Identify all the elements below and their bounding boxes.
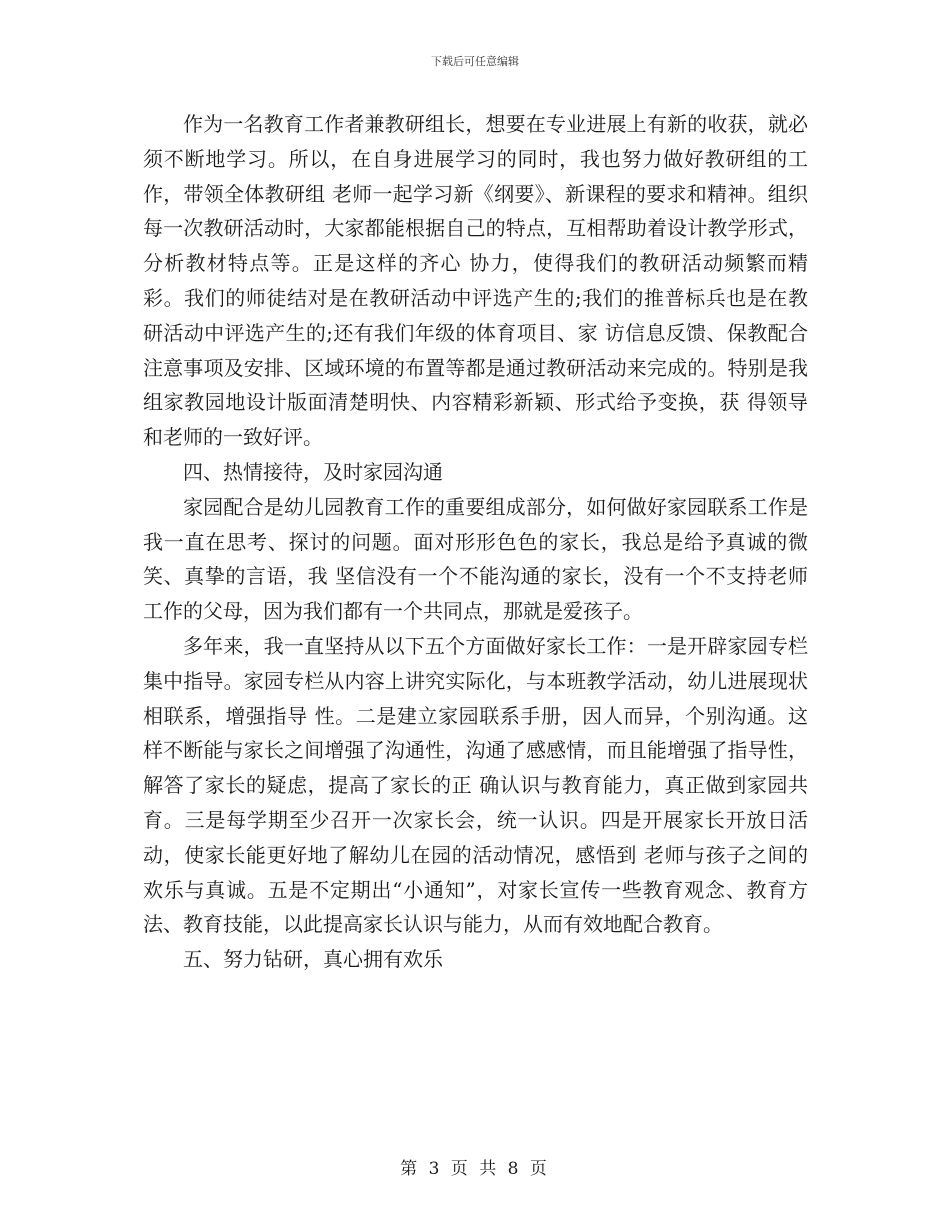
section-heading-5: 五、努力钻研，真心拥有欢乐 xyxy=(183,947,443,972)
page-header-note: 下载后可任意编辑 xyxy=(431,55,519,68)
paragraph-teaching-research: 作为一名教育工作者兼教研组长，想要在专业进展上有新的收获，就必须不断地学习。所以，在自身进展学习的同时，我也努力做好教研组的工作，带领全体教研组 老师一起学习新《纲要》、新课程的要求和精神。组织每一次教研活动时，大家都能根据自己的特点，互相帮助着设计教学形式，分析教材特点等。正是这样的齐心 协力，使得我们的教研活动频繁而精彩。我们的师徒结对是在教研活动中评选产生的;我们的推普标兵也是在教研活动中评选产生的;还有我们年级的体育项目、家 访信息反馈、保教配合注意事项及安排、区域环境的布置等都是通过教研活动来完成的。特别是我组家教园地设计版面清楚明快、内容精彩新颖、形式给予变换，获 得领导和老师的一致好评。 xyxy=(143,112,808,450)
page-number: 第 3 页 共 8 页 xyxy=(400,1159,550,1179)
section-heading-4: 四、热情接待，及时家园沟通 xyxy=(183,459,443,484)
paragraph-home-school-cooperation: 家园配合是幼儿园教育工作的重要组成部分，如何做好家园联系工作是我一直在思考、探讨的问题。面对形形色色的家长，我总是给予真诚的微笑、真挚的言语，我 坚信没有一个不能沟通的家长，没有一个不支持老师工作的父母，因为我们都有一个共同点，那就是爱孩子。 xyxy=(143,494,808,624)
paragraph-parent-work: 多年来，我一直坚持从以下五个方面做好家长工作：一是开辟家园专栏集中指导。家园专栏从内容上讲究实际化，与本班教学活动，幼儿进展现状相联系，增强指导 性。二是建立家园联系手册，因人而异，个别沟通。这样不断能与家长之间增强了沟通性，沟通了感感情，而且能增强了指导性，解答了家长的疑虑，提高了家长的正 确认识与教育能力，真正做到家园共育。三是每学期至少召开一次家长会，统一认识。四是开展家长开放日活动，使家长能更好地了解幼儿在园的活动情况，感悟到 老师与孩子之间的欢乐与真诚。五是不定期出“小通知”，对家长宣传一些教育观念、教育方法、教育技能，以此提高家长认识与能力，从而有效地配合教育。 xyxy=(143,633,808,937)
document-body xyxy=(143,107,808,977)
